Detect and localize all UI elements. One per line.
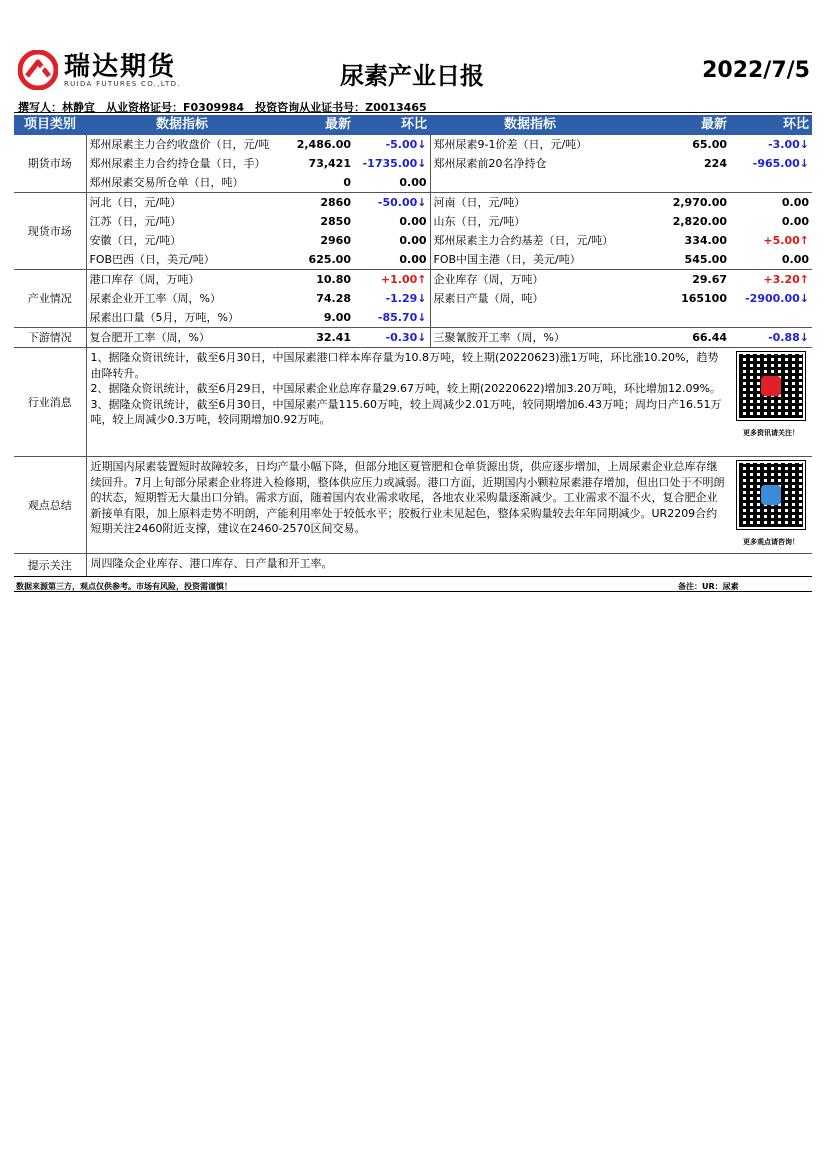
row-label: 郑州尿素前20名净持仓 xyxy=(430,154,630,173)
table-row xyxy=(14,135,812,154)
row-change: -2900.00↓ xyxy=(745,292,809,305)
row-label: 郑州尿素主力合约基差（日，元/吨） xyxy=(430,231,630,250)
table-row xyxy=(14,328,812,348)
row-value: 0 xyxy=(343,176,351,189)
row-value: 29.67 xyxy=(630,270,730,290)
row-change: -1.29↓ xyxy=(385,292,427,305)
table-row xyxy=(14,289,812,308)
table-row xyxy=(14,231,812,250)
row-label: 郑州尿素主力合约收盘价（日，元/吨 xyxy=(86,135,278,154)
row-change: 0.00 xyxy=(781,215,809,228)
divider xyxy=(14,112,812,113)
row-change: 0.00 xyxy=(781,253,809,266)
logo-english-text: RUIDA FUTURES CO.,LTD. xyxy=(64,79,181,88)
qr-block-consult xyxy=(730,457,812,554)
row-change: -0.30↓ xyxy=(354,328,430,348)
row-label: 尿素企业开工率（周，%） xyxy=(86,289,278,308)
table-row xyxy=(14,270,812,290)
row-change: -965.00↓ xyxy=(752,157,809,170)
row-change: 0.00 xyxy=(399,253,427,266)
row-label: FOB中国主港（日，美元/吨） xyxy=(430,250,630,270)
section-spot: 现货市场 xyxy=(14,193,86,270)
row-label: 郑州尿素主力合约持仓量（日，手） xyxy=(86,154,278,173)
row-label: 安徽（日，元/吨） xyxy=(86,231,278,250)
col-latest-right: 最新 xyxy=(630,115,730,135)
row-label: 港口库存（周，万吨） xyxy=(86,270,278,290)
section-industry: 产业情况 xyxy=(14,270,86,328)
row-value: 2850 xyxy=(320,215,351,228)
row-change: 0.00 xyxy=(399,215,427,228)
row-value: 2,820.00 xyxy=(672,215,727,228)
row-label: 郑州尿素9-1价差（日，元/吨） xyxy=(430,135,630,154)
view-summary-text: 近期国内尿素装置短时故障较多，日均产量小幅下降，但部分地区夏管肥和仓单货源出货，供应逐步增加，上周尿素企业总库存继续回升。7月上旬部分尿素企业将进入检修期，整体供应压力或减弱。港口方面，近期国内小颗粒尿素港存增加，但出口处于不明朗的状态，短期暂无大量出口分销。需求方面，随着国内农业需求收尾，各地农业采购量逐渐减少。工业需求不温不火，复合肥企业新接单有限，加上原料走势不明朗，产能利用率处于较低水平；胶板行业未见起色，整体采购量较去年年同期减少。UR2209合约短期关注2460附近支撑，建议在2460-2570区间交易。 xyxy=(86,457,730,554)
divider xyxy=(14,591,812,592)
section-downstream: 下游情况 xyxy=(14,328,86,348)
section-tips: 提示关注 xyxy=(14,554,86,578)
row-change: +3.20↑ xyxy=(730,270,812,290)
qr-caption: 更多资讯请关注！ xyxy=(743,429,799,437)
news-item: 3、据隆众资讯统计，截至6月30日，中国尿素产量115.60万吨，较上周减少2.01万吨，较同期增加6.43万吨；周均日产16.51万吨，较上周减少0.3万吨，较同期增加0.92万吨。 xyxy=(90,397,722,426)
report-header xyxy=(14,0,814,98)
table-row xyxy=(14,212,812,231)
row-change: -0.88↓ xyxy=(730,328,812,348)
row-label: 江苏（日，元/吨） xyxy=(86,212,278,231)
col-indicator-right: 数据指标 xyxy=(430,115,630,135)
report-date: 2022/7/5 xyxy=(702,58,810,83)
row-label: 郑州尿素交易所仓单（日，吨） xyxy=(86,173,278,193)
table-row xyxy=(14,173,812,193)
row-change: -3.00↓ xyxy=(768,138,809,151)
row-change: -50.00↓ xyxy=(354,193,430,213)
tips-text: 周四隆众企业库存、港口库存、日产量和开工率。 xyxy=(86,554,812,578)
ruida-logo-icon xyxy=(18,50,58,90)
news-item: 2、据隆众资讯统计，截至6月29日，中国尿素企业总库存量29.67万吨，较上期(20220622)增加3.20万吨，环比增加12.09%。 xyxy=(90,382,721,395)
row-change: -5.00↓ xyxy=(385,138,427,151)
col-change-left: 环比 xyxy=(354,115,430,135)
table-row xyxy=(14,250,812,270)
row-change: +1.00↑ xyxy=(354,270,430,290)
news-paragraph xyxy=(91,350,727,428)
news-item: 1、据隆众资讯统计，截至6月30日，中国尿素港口样本库存量为10.8万吨，较上期(20220623)涨1万吨，环比涨10.20%，趋势由降转升。 xyxy=(90,351,719,380)
section-view: 观点总结 xyxy=(14,457,86,554)
qr-block-follow xyxy=(730,348,812,457)
row-value: 66.44 xyxy=(630,328,730,348)
row-value: 73,421 xyxy=(308,157,351,170)
industry-news-text xyxy=(86,348,730,457)
row-label: 企业库存（周，万吨） xyxy=(430,270,630,290)
row-value: 545.00 xyxy=(684,253,727,266)
table-row xyxy=(14,457,812,554)
row-change: +5.00↑ xyxy=(763,234,809,247)
table-row xyxy=(14,154,812,173)
row-value: 2960 xyxy=(320,234,351,247)
row-value: 32.41 xyxy=(278,328,354,348)
row-value: 10.80 xyxy=(278,270,354,290)
row-label: FOB巴西（日，美元/吨） xyxy=(86,250,278,270)
table-row xyxy=(14,554,812,578)
footnote: 备注：UR：尿素 xyxy=(678,582,739,591)
row-change: 0.00 xyxy=(730,193,812,213)
section-futures: 期货市场 xyxy=(14,135,86,193)
row-value: 2,970.00 xyxy=(630,193,730,213)
row-value: 65.00 xyxy=(692,138,727,151)
table-row xyxy=(14,348,812,457)
row-value: 2,486.00 xyxy=(296,138,351,151)
row-value: 9.00 xyxy=(323,311,351,324)
col-category: 项目类别 xyxy=(14,115,86,135)
col-latest-left: 最新 xyxy=(278,115,354,135)
row-label: 三聚氰胺开工率（周，%） xyxy=(430,328,630,348)
disclaimer: 数据来源第三方，观点仅供参考。市场有风险，投资需谨慎！ xyxy=(16,582,232,591)
row-change: 0.00 xyxy=(399,176,427,189)
col-change-right: 环比 xyxy=(730,115,812,135)
author-line: 撰写人：林静宜 从业资格证号：F0309984 投资咨询从业证书号：Z0013465 xyxy=(18,101,427,114)
daily-report-page xyxy=(14,0,814,591)
row-label: 尿素日产量（周，吨） xyxy=(430,289,630,308)
section-news: 行业消息 xyxy=(14,348,86,457)
table-row xyxy=(14,193,812,213)
row-change: 0.00 xyxy=(399,234,427,247)
row-value: 625.00 xyxy=(308,253,351,266)
row-value: 224 xyxy=(704,157,727,170)
company-logo xyxy=(18,50,181,90)
qr-code-icon xyxy=(737,352,805,420)
divider xyxy=(14,576,812,577)
row-change: -85.70↓ xyxy=(377,311,427,324)
row-value: 2860 xyxy=(278,193,354,213)
row-value: 74.28 xyxy=(316,292,351,305)
table-row xyxy=(14,308,812,328)
row-label: 复合肥开工率（周，%） xyxy=(86,328,278,348)
data-table xyxy=(14,115,812,577)
row-label: 山东（日，元/吨） xyxy=(430,212,630,231)
row-label: 河南（日，元/吨） xyxy=(430,193,630,213)
row-value: 334.00 xyxy=(684,234,727,247)
logo-chinese-text: 瑞达期货 xyxy=(64,51,177,82)
report-title: 尿素产业日报 xyxy=(340,62,484,90)
row-change: -1735.00↓ xyxy=(362,157,427,170)
qr-caption: 更多观点请咨询！ xyxy=(743,538,799,546)
qr-code-icon xyxy=(737,461,805,529)
row-label: 河北（日，元/吨） xyxy=(86,193,278,213)
col-indicator-left: 数据指标 xyxy=(86,115,278,135)
row-label: 尿素出口量（5月，万吨，%） xyxy=(86,308,278,328)
row-value: 165100 xyxy=(681,292,727,305)
table-header-row xyxy=(14,115,812,135)
